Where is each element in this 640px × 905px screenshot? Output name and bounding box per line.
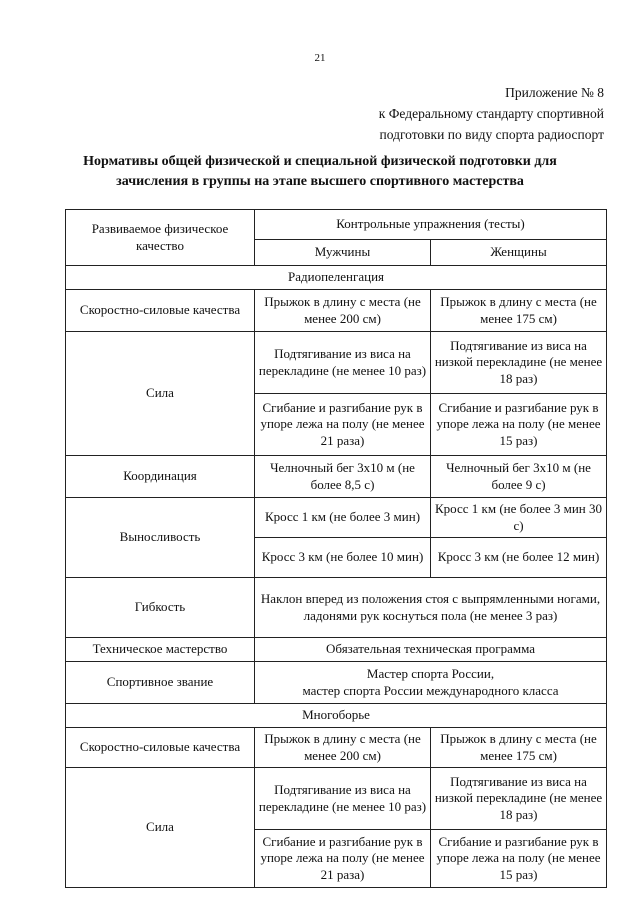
cell-both — [255, 662, 607, 704]
appendix-line-1: Приложение № 8 — [505, 85, 604, 100]
header-tests: Контрольные упражнения (тесты) — [255, 210, 607, 240]
section-title-allround: Многоборье — [66, 704, 607, 728]
title-line-2: зачисления в группы на этапе высшего спортивного мастерства — [116, 174, 524, 189]
cell-women: Подтягивание из виса на низкой перекладине (не менее 18 раз) — [431, 768, 607, 830]
row-label-flexibility: Гибкость — [66, 578, 255, 638]
cell-men: Прыжок в длину с места (не менее 200 см) — [255, 728, 431, 768]
row-label-coordination: Координация — [66, 456, 255, 498]
cell-men: Сгибание и разгибание рук в упоре лежа на полу (не менее 21 раза) — [255, 830, 431, 888]
cell-men: Подтягивание из виса на перекладине (не менее 10 раз) — [255, 332, 431, 394]
cell-men: Сгибание и разгибание рук в упоре лежа на полу (не менее 21 раза) — [255, 394, 431, 456]
cell-women: Челночный бег 3х10 м (не более 9 с) — [431, 456, 607, 498]
rank-line-2: мастер спорта России международного класса — [302, 682, 559, 698]
row-label-speed-strength: Скоростно-силовые качества — [66, 290, 255, 332]
rank-line-1: Мастер спорта России, — [366, 666, 495, 681]
row-label-strength: Сила — [66, 768, 255, 888]
cell-both: Наклон вперед из положения стоя с выпрямленными ногами, ладонями рук коснуться пола (не менее 3 раз) — [255, 578, 607, 638]
row-label-endurance: Выносливость — [66, 498, 255, 578]
cell-women: Кросс 1 км (не более 3 мин 30 с) — [431, 498, 607, 538]
cell-men: Подтягивание из виса на перекладине (не менее 10 раз) — [255, 768, 431, 830]
cell-women: Кросс 3 км (не более 12 мин) — [431, 538, 607, 578]
header-men: Мужчины — [255, 240, 431, 266]
cell-women: Сгибание и разгибание рук в упоре лежа на полу (не менее 15 раз) — [431, 394, 607, 456]
header-women: Женщины — [431, 240, 607, 266]
cell-women: Прыжок в длину с места (не менее 175 см) — [431, 290, 607, 332]
cell-men: Кросс 3 км (не более 10 мин) — [255, 538, 431, 578]
cell-men: Прыжок в длину с места (не менее 200 см) — [255, 290, 431, 332]
appendix-line-2: к Федеральному стандарту спортивной — [378, 106, 604, 121]
appendix-line-3: подготовки по виду спорта радиоспорт — [379, 127, 604, 142]
header-quality: Развиваемое физическое качество — [66, 210, 255, 266]
row-label-speed-strength: Скоростно-силовые качества — [66, 728, 255, 768]
row-label-technique: Техническое мастерство — [66, 638, 255, 662]
cell-women: Подтягивание из виса на низкой перекладине (не менее 18 раз) — [431, 332, 607, 394]
cell-men: Кросс 1 км (не более 3 мин) — [255, 498, 431, 538]
cell-men: Челночный бег 3х10 м (не более 8,5 с) — [255, 456, 431, 498]
norms-table — [65, 209, 607, 888]
cell-women: Сгибание и разгибание рук в упоре лежа на полу (не менее 15 раз) — [431, 830, 607, 888]
cell-women: Прыжок в длину с места (не менее 175 см) — [431, 728, 607, 768]
title-line-1: Нормативы общей физической и специальной физической подготовки для — [83, 154, 557, 169]
section-title-radio: Радиопеленгация — [66, 266, 607, 290]
appendix-header — [379, 82, 604, 145]
page-number: 21 — [314, 52, 326, 64]
row-label-rank: Спортивное звание — [66, 662, 255, 704]
document-title — [40, 152, 600, 192]
row-label-strength: Сила — [66, 332, 255, 456]
cell-both: Обязательная техническая программа — [255, 638, 607, 662]
